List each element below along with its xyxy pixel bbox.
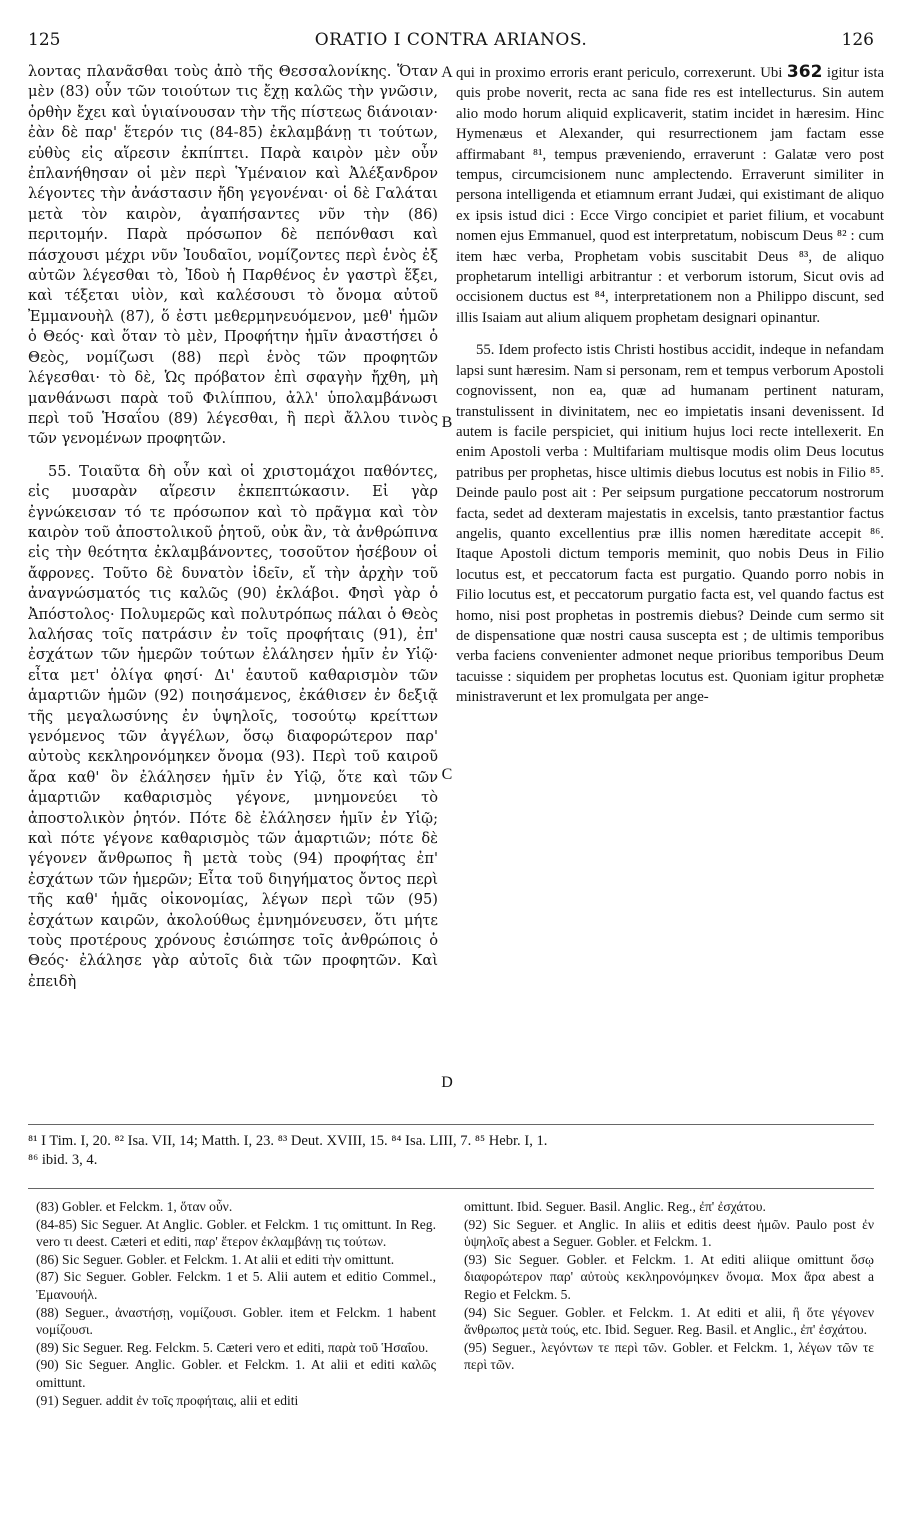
apparatus-note: (91) Seguer. addit ἐν τοῖς προφήταις, alii et editi bbox=[36, 1392, 299, 1408]
apparatus-note: (87) Sic Seguer. Gobler. Felckm. 1 et 5. Alii autem et editio Commel., Ἐμανουήλ. bbox=[36, 1269, 436, 1302]
apparatus-note: (90) Sic Seguer. Anglic. Gobler. et Felckm. 1. At alii et editi καλῶς omittunt. bbox=[36, 1357, 436, 1390]
latin-paragraph-55: 55. Idem profecto istis Christi hostibus accidit, indeque in nefandam lapsi sunt hæresim. Nam si personam, rem et tempus verborum Apostoli cognovissent, non ea, quæ ad humanam pertinent naturam, transtulissent in divinitatem, nec eo impietatis insani devenissent. Id autem is facile perspiciet, qui initium hujus loci recte intellexerit. En enim Apostoli verba : Multifariam multisque modis olim Deus locutus patribus per prophetas, hisce ultimis diebus locutus est nobis in Filio ⁸⁵. Deinde paulo post ait : Per seipsum purgatione peccatorum nostrorum facta, sedet ad dexteram majestatis in excelsis, tanto præstantior factus angelis, quanto excellentius præ illis nomen hæreditate accepit ⁸⁶. Itaque Apostoli dictum temporis meminit, quo nobis Deus in Filio locutus est, et peccatorum facta est purgatio. Quando porro nobis in Filio locutus est, et peccatorum purgatio facta est, vel quando factus est homo, nisi post prophetas in postremis diebus? Deinde cum sermo sit de dispensatione quæ nostri causa suscepta est ; de ultimis temporibus verba faciens convenienter admonet neque prioribus temporibus Deum tacuisse : siquidem per prophetas locutus est. Quoniam igitur prophetæ ministraverunt et lex promulgata per ange- bbox=[456, 342, 884, 706]
running-header bbox=[28, 30, 874, 54]
page-number-left: 125 bbox=[28, 30, 61, 50]
running-title: ORATIO I CONTRA ARIANOS. bbox=[314, 30, 588, 50]
apparatus-note: (94) Sic Seguer. Gobler. et Felckm. 1. At editi et alii, ἢ ὅτε γέγονεν ἄνθρωπος μετὰ τούς, etc. Ibid. Seguer. Reg. Basil. et Anglic., ἐπ' ἐσχάτου. bbox=[464, 1304, 874, 1338]
apparatus-note: (86) Sic Seguer. Gobler. et Felckm. 1. At alii et editi τὴν omittunt. bbox=[36, 1251, 395, 1267]
section-marker-d: D bbox=[441, 1074, 453, 1091]
greek-paragraph-55: 55. Τοιαῦτα δὴ οὖν καὶ οἱ χριστομάχοι παθόντες, εἰς μυσαρὰν αἵρεσιν ἐκπεπτώκασιν. Εἰ γὰρ ἐγνώκεισαν τό τε πρόσωπον καὶ τὸ πρᾶγμα καὶ τὸν καιρὸν τοῦ ἀποστολικοῦ ῥητοῦ, οὐκ ἂν, τὰ ἀνθρώπινα εἰς τὴν θεότητα ἐκλαμβάνοντες, τοσοῦτον ἠσέβουν οἱ ἄφρονες. Τοῦτο δὲ δυνατὸν ἰδεῖν, εἴ τὴν ἀρχὴν τοῦ ἀναγνώσματός τις καλῶς (90) ἐκλάβοι. Φησὶ γὰρ ὁ Ἀπόστολος· Πολυμερῶς καὶ πολυτρόπως πάλαι ὁ Θεὸς λαλήσας τοῖς πατράσιν ἐν τοῖς προφήταις (91), ἐπ' ἐσχάτων τῶν ἡμερῶν τούτων ἐλάλησεν ἡμῖν ἐν Υἱῷ· εἶτα μετ' ὀλίγα φησί· Δι' ἑαυτοῦ καθαρισμὸν τῶν ἁμαρτιῶν ἡμῶν (92) ποιησάμενος, ἐκάθισεν ἐν δεξιᾷ τῆς μεγαλωσύνης ἐν ὑψηλοῖς, τοσούτῳ κρείττων γενόμενος τῶν ἀγγέλων, ὅσῳ διαφορώτερον παρ' αὐτοὺς κεκληρονόμηκεν ὄνομα (93). Περὶ τοῦ καιροῦ ἄρα καθ' ὃν ἐλάλησεν ἡμῖν ἐν Υἱῷ, ὅτε καὶ τῶν ἁμαρτιῶν καθαρισμὸς γέγονε, μνημονεύει τὸ ἀποστολικὸν ῥητόν. Πότε δὲ ἐλάλησεν ἡμῖν ἐν Υἱῷ; καὶ πότε γέγονε καθαρισμὸς τῶν ἁμαρτιῶν; πότε δὲ γέγονεν ἄνθρωπος ἢ μετὰ τοὺς (94) προφήτας ἐπ' ἐσχάτων τῶν ἡμερῶν; Εἶτα τοῦ διηγήματος ὄντος περὶ τῆς καθ' ἡμᾶς οἰκονομίας, λέγων περὶ τῶν (95) ἐσχάτων καιρῶν, ἀκολούθως ἐμνημόνευσεν, ὅτι μήτε τοὺς προτέρους χρόνους ἐσιώπησε τοῖς ἀνθρώποις ὁ Θεός· ἐλάλησε γὰρ αὐτοῖς διὰ τῶν προφητῶν. Καὶ ἐπειδὴ bbox=[28, 462, 438, 990]
latin-column bbox=[456, 62, 884, 1118]
greek-column bbox=[28, 62, 438, 1118]
apparatus-note: (89) Sic Seguer. Reg. Felckm. 5. Cæteri vero et editi, παρὰ τοῦ Ἡσαΐου. bbox=[36, 1339, 429, 1355]
section-marker-c: C bbox=[441, 766, 453, 783]
footnote-divider bbox=[28, 1124, 874, 1125]
apparatus-note: (88) Seguer., ἀναστήσῃ, νομίζουσι. Gobler. item et Felckm. 1 habent νομίζουσι. bbox=[36, 1304, 436, 1338]
apparatus-note: (93) Sic Seguer. Gobler. et Felckm. 1. At editi aliique omittunt ὅσῳ διαφορώτερον παρ' αὐτοὺς κεκληρονόμηκεν ὄνομα. Mox ἄρα abest a Regio et Felckm. 5. bbox=[464, 1251, 874, 1302]
apparatus-left-column bbox=[36, 1198, 436, 1528]
latin-text-b: igitur ista quis probe noverit, recta ac sana fide res est intellecturus. Sin autem alio modo horum aliquid explicaverit, statim incidet in hæresim. Hinc Hymenæus et Alexander, qui resurrectionem jam factam esse affirmabant ⁸¹, tempus præveniendo, erraverunt : Galatæ vero post tempus, circumcisionem nunc amplectendo. Erraverunt similiter in persona intelligenda et etiamnum errant Judæi, qui existimant de aliquo ex ipsis istud dici : Ecce Virgo concipiet et pariet filium, et vocabunt nomen ejus Emmanuel, quod est interpretatum, nobiscum Deus ⁸² : cum item hæc verba, Prophetam vobis suscitabit Deus ⁸³, de aliquo prophetarum intelligi arbitrantur : et verborum istorum, Sicut ovis ad occisionem ductus est ⁸⁴, interpretationem non a Philippo discunt, sed illis Isaiam aut alium aliquem prophetam designari opinantur. bbox=[456, 65, 884, 326]
apparatus-note: (95) Seguer., λεγόντων τε περὶ τῶν. Gobler. et Felckm. 1, λέγων τῶν τε περὶ τῶν. bbox=[464, 1339, 874, 1373]
migne-column-number: 362 bbox=[786, 62, 823, 82]
latin-paragraph-1 bbox=[456, 62, 884, 328]
bible-footnote-line-1: ⁸¹ I Tim. I, 20. ⁸² Isa. VII, 14; Matth. I, 23. ⁸³ Deut. XVIII, 15. ⁸⁴ Isa. LIII, 7. ⁸⁵ Hebr. I, 1. bbox=[28, 1133, 548, 1149]
apparatus-note: (84-85) Sic Seguer. At Anglic. Gobler. et Felckm. 1 τις omittunt. In Reg. vero τι deest. Cæteri et editi, παρ' ἕτερον ἐκλαμβάνῃ τις τούτων. bbox=[36, 1216, 436, 1250]
bible-footnotes bbox=[28, 1132, 874, 1170]
apparatus-note: (92) Sic Seguer. et Anglic. In aliis et editis deest ἡμῶν. Paulo post ἐν ὑψηλοῖς abest a Seguer. Gobler. et Felckm. 1. bbox=[464, 1216, 874, 1250]
section-marker-a: A bbox=[441, 64, 453, 81]
apparatus-right-column bbox=[464, 1198, 874, 1528]
apparatus-note: omittunt. Ibid. Seguer. Basil. Anglic. Reg., ἐπ' ἐσχάτου. bbox=[464, 1199, 766, 1214]
apparatus-divider bbox=[28, 1188, 874, 1189]
apparatus-note: (83) Gobler. et Felckm. 1, ὅταν οὖν. bbox=[36, 1199, 233, 1214]
section-marker-b: B bbox=[441, 414, 453, 431]
greek-paragraph-1: λοντας πλανᾶσθαι τοὺς ἀπὸ τῆς Θεσσαλονίκης. Ὅταν μὲν (83) οὖν τῶν τοιούτων τις ἔχῃ καλῶς τὴν γνῶσιν, ὀρθὴν ἔχει καὶ ὑγιαίνουσαν τὴν τῆς πίστεως διάνοιαν· ἐὰν δὲ παρ' ἕτερόν τις (84-85) ἐκλαμβάνῃ τι τούτων, εὐθὺς εἰς αἵρεσιν ἐκπίπτει. Παρὰ καιρὸν μὲν οὖν ἐπλανήθησαν οἱ μὲν περὶ Ὑμέναιον καὶ Ἀλέξανδρον λέγοντες τὴν ἀνάστασιν ἤδη γεγονέναι· οἱ δὲ Γαλάται μετὰ τὸν καιρὸν, ἀγαπήσαντες νῦν τὴν (86) περιτομήν. Παρὰ πρόσωπον δὲ πεπόνθασι καὶ πάσχουσι μέχρι νῦν Ἰουδαῖοι, νομίζοντες περὶ ἑνὸς ἐξ αὐτῶν λέγεσθαι τὸ, Ἰδοὺ ἡ Παρθένος ἐν γαστρὶ ἕξει, καὶ τέξεται υἱὸν, καὶ καλέσουσι τὸ ὄνομα αὐτοῦ Ἐμμανουὴλ (87), ὅ ἐστι μεθερμηνευόμενον, μεθ' ἡμῶν ὁ Θεός· καὶ ὅταν τὸ μὲν, Προφήτην ἡμῖν ἀναστήσει ὁ Θεὸς, νομίζωσι (88) περὶ ἑνὸς τῶν προφητῶν λέγεσθαι· τὸ δὲ, Ὡς πρόβατον ἐπὶ σφαγὴν ἤχθη, μὴ μανθάνωσι παρὰ τοῦ Φιλίππου, ἀλλ' ὑπολαμβάνωσι περὶ τοῦ Ἡσαΐου (89) λέγεσθαι, ἢ περὶ ἄλλου τινὸς τῶν γενομένων προφητῶν. bbox=[28, 63, 438, 448]
page-number-right: 126 bbox=[841, 30, 874, 50]
bible-footnote-line-2: ⁸⁶ ibid. 3, 4. bbox=[28, 1152, 98, 1168]
latin-text-a: qui in proximo erroris erant periculo, correxerunt. Ubi bbox=[456, 65, 783, 81]
